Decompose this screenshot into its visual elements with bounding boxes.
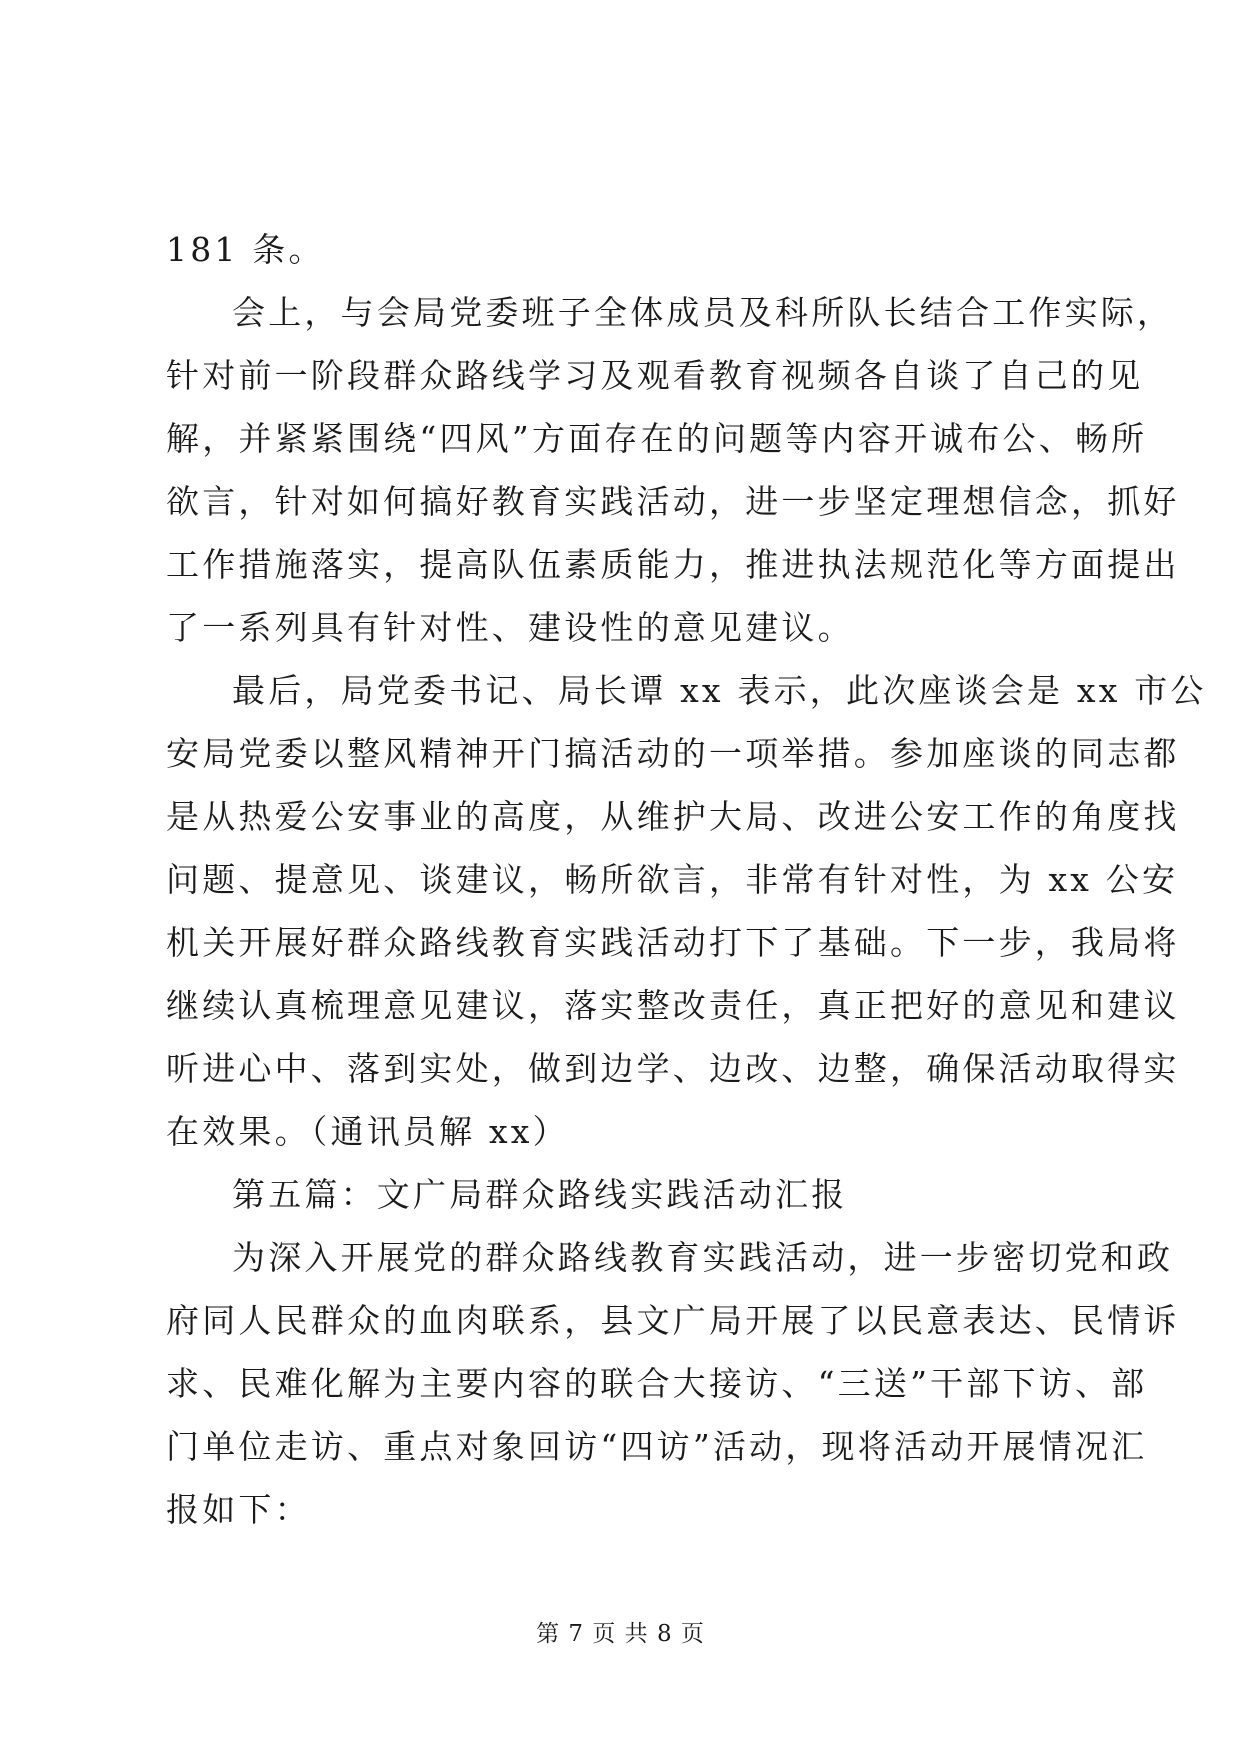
text-line: 问题、提意见、谈建议，畅所欲言，非常有针对性，为 xx 公安: [166, 860, 1179, 899]
text-line: 继续认真梳理意见建议，落实整改责任，真正把好的意见和建议: [166, 986, 1180, 1025]
paragraph-start: 为深入开展党的群众路线教育实践活动，进一步密切党和政: [232, 1238, 1174, 1277]
text-line: 欲言，针对如何搞好教育实践活动，进一步坚定理想信念，抓好: [166, 482, 1180, 521]
page-number-footer: 第 7 页 共 8 页: [536, 1621, 705, 1647]
text-line: 门单位走访、重点对象回访“四访”活动，现将活动开展情况汇: [166, 1427, 1148, 1466]
text-line: 府同人民群众的血肉联系，县文广局开展了以民意表达、民情诉: [166, 1301, 1180, 1340]
text-line: 了一系列具有针对性、建设性的意见建议。: [166, 608, 854, 647]
text-line: 工作措施落实，提高队伍素质能力，推进执法规范化等方面提出: [166, 545, 1180, 584]
text-line: 是从热爱公安事业的高度，从维护大局、改进公安工作的角度找: [166, 797, 1180, 836]
text-line: 针对前一阶段群众路线学习及观看教育视频各自谈了自己的见: [166, 356, 1144, 395]
text-line: 报如下：: [166, 1490, 311, 1529]
paragraph-start: 会上，与会局党委班子全体成员及科所队长结合工作实际，: [232, 293, 1174, 332]
text-line: 安局党委以整风精神开门搞活动的一项举措。参加座谈的同志都: [166, 734, 1180, 773]
text-line: 听进心中、落到实处，做到边学、边改、边整，确保活动取得实: [166, 1049, 1180, 1088]
section-heading: 第五篇：文广局群众路线实践活动汇报: [232, 1175, 848, 1214]
text-line: 181 条。: [166, 230, 325, 269]
text-line: 解，并紧紧围绕“四风”方面存在的问题等内容开诚布公、畅所: [166, 419, 1148, 458]
text-line: 在效果。（通讯员解 xx）: [166, 1112, 569, 1151]
text-line: 机关开展好群众路线教育实践活动打下了基础。下一步，我局将: [166, 923, 1180, 962]
text-line: 求、民难化解为主要内容的联合大接访、“三送”干部下访、部: [166, 1364, 1148, 1403]
paragraph-start: 最后，局党委书记、局长谭 xx 表示，此次座谈会是 xx 市公: [232, 671, 1207, 710]
